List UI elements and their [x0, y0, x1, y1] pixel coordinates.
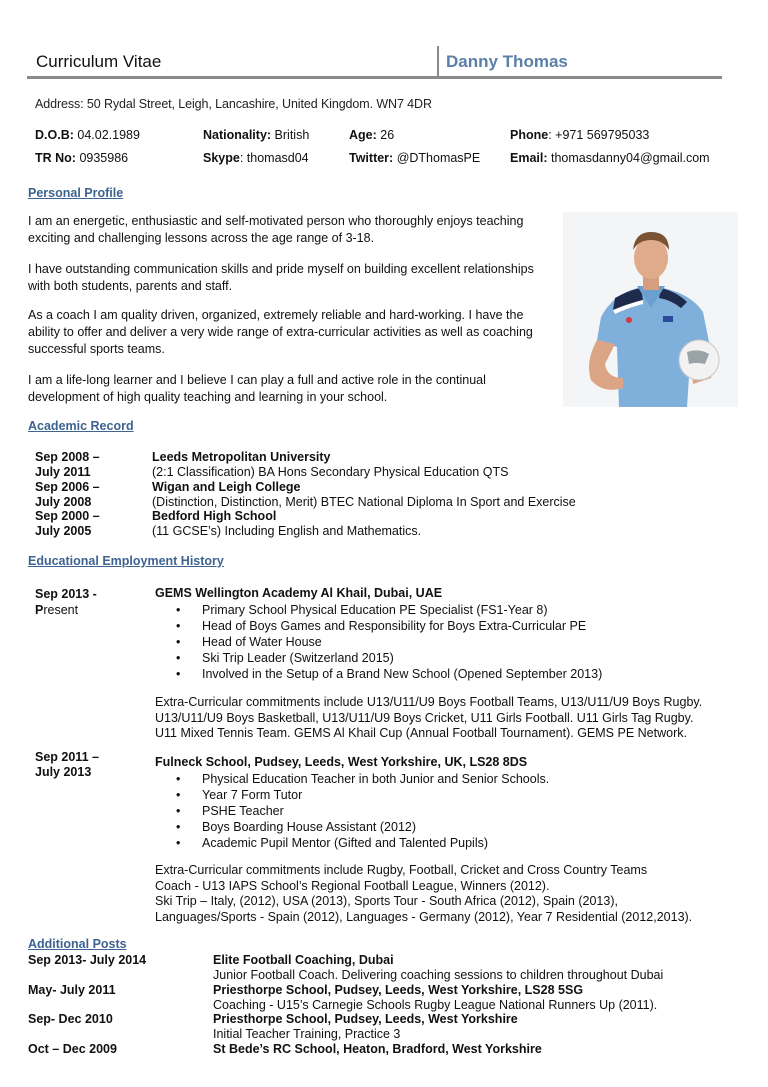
post-date: Sep 2013- July 2014: [28, 953, 147, 967]
employer-name: GEMS Wellington Academy Al Khail, Dubai, UAE: [155, 586, 443, 600]
post-description: Junior Football Coach. Delivering coaching sessions to children throughout Dubai: [213, 968, 664, 982]
email-label: Email:: [510, 151, 548, 165]
post-title: St Bede’s RC School, Heaton, Bradford, West Yorkshire: [213, 1042, 542, 1056]
twitter: [349, 151, 480, 165]
person-photo-icon: [563, 212, 738, 407]
profile-photo: [563, 212, 738, 407]
nationality-value: British: [271, 128, 310, 142]
header-rule: [27, 76, 722, 79]
tr-value: 0935986: [75, 151, 129, 165]
skype-label: Skype: [203, 151, 240, 165]
section-heading-additional: Additional Posts: [28, 937, 127, 951]
dob-label: D.O.B:: [35, 128, 74, 142]
post-title: Priesthorpe School, Pudsey, Leeds, West Yorkshire: [213, 1012, 518, 1026]
post-title: Elite Football Coaching, Dubai: [213, 953, 394, 967]
extra-line: Extra-Curricular commitments include Rugby, Football, Cricket and Cross Country Teams: [155, 863, 648, 877]
academic-institution: Leeds Metropolitan University: [152, 450, 331, 464]
age: [349, 128, 394, 142]
extra-curricular: [155, 863, 745, 925]
phone-label: Phone: [510, 128, 549, 142]
post-description: Initial Teacher Training, Practice 3: [213, 1027, 401, 1041]
post-date: Oct – Dec 2009: [28, 1042, 117, 1056]
academic-end-date: July 2011: [35, 465, 91, 479]
section-heading-academic: Academic Record: [28, 419, 134, 433]
duty-item: • Ski Trip Leader (Switzerland 2015): [176, 650, 602, 666]
academic-start-date: Sep 2008 –: [35, 450, 100, 464]
extra-line: Extra-Curricular commitments include U13/U11/U9 Boys Football Teams, U13/U11/U9 Boys Rugby.: [155, 695, 703, 709]
duty-item: • Year 7 Form Tutor: [176, 787, 549, 803]
employment-end-date: [35, 602, 78, 618]
academic-qualification: (Distinction, Distinction, Merit) BTEC National Diploma In Sport and Exercise: [152, 495, 576, 509]
document-title: Curriculum Vitae: [36, 52, 162, 71]
employment-start-date: Sep 2011 –: [35, 750, 99, 764]
employment-date-range: [35, 750, 99, 780]
post-title: Priesthorpe School, Pudsey, Leeds, West Yorkshire, LS28 5SG: [213, 983, 584, 997]
end-date-rest: resent: [43, 603, 79, 617]
academic-end-date: July 2005: [35, 524, 92, 538]
phone: [510, 128, 649, 142]
twitter-label: Twitter:: [349, 151, 394, 165]
profile-paragraph: As a coach I am quality driven, organized, extremely reliable and hard-working. I have the ability to offer and deliver a very wide range of extra-curricular activities as well as coaching successful sports teams.: [28, 308, 533, 356]
duty-item: • Academic Pupil Mentor (Gifted and Talented Pupils): [176, 835, 549, 851]
post-date: Sep- Dec 2010: [28, 1012, 113, 1026]
academic-institution: Wigan and Leigh College: [152, 480, 301, 494]
dob: [35, 128, 140, 142]
tr-number: [35, 151, 128, 165]
extra-line: U11 Mixed Tennis Team. GEMS Al Khail Cup (Annual Football Tournament). GEMS PE Network.: [155, 726, 687, 740]
extra-line: Languages/Sports - Spain (2012), Languages - Germany (2012), Year 7 Residential (2012,2013).: [155, 909, 693, 924]
duty-item: • Involved in the Setup of a Brand New School (Opened September 2013): [176, 666, 602, 682]
duty-item: • Head of Boys Games and Responsibility for Boys Extra-Curricular PE: [176, 618, 602, 634]
extra-line: Coach - U13 IAPS School’s Regional Football League, Winners (2012).: [155, 878, 550, 893]
duties-list: [176, 602, 602, 682]
duty-item: • Primary School Physical Education PE Specialist (FS1-Year 8): [176, 602, 602, 618]
employment-end-date: July 2013: [35, 765, 92, 779]
end-date-initial: P: [35, 603, 44, 617]
profile-paragraph: I am an energetic, enthusiastic and self-motivated person who thoroughly enjoys teaching exciting and challenging lessons across the age range of 3-18.: [28, 214, 524, 245]
duty-item: • Physical Education Teacher in both Junior and Senior Schools.: [176, 771, 549, 787]
age-label: Age:: [349, 128, 377, 142]
profile-paragraph: I am a life-long learner and I believe I can play a full and active role in the continual development of high quality teaching and learning in your school.: [28, 373, 486, 404]
employer-name: Fulneck School, Pudsey, Leeds, West Yorkshire, UK, LS28 8DS: [155, 755, 528, 769]
duties-list: [176, 771, 549, 851]
email-value: thomasdanny04@gmail.com: [547, 151, 710, 165]
post-date: May- July 2011: [28, 983, 116, 997]
section-heading-employment: Educational Employment History: [28, 554, 224, 568]
tr-label: TR No:: [35, 151, 76, 165]
extra-line: Ski Trip – Italy, (2012), USA (2013), Sports Tour - South Africa (2012), Spain (2013),: [155, 894, 618, 908]
header-divider: [437, 46, 439, 78]
academic-end-date: July 2008: [35, 495, 92, 509]
age-value: 26: [376, 128, 395, 142]
nationality: [203, 128, 309, 142]
post-description: Coaching - U15’s Carnegie Schools Rugby League National Runners Up (2011).: [213, 998, 658, 1012]
section-heading-profile: Personal Profile: [28, 186, 124, 200]
skype: [203, 151, 309, 165]
profile-paragraph: I have outstanding communication skills and pride myself on building excellent relationships with both students, parents and staff.: [28, 262, 534, 293]
academic-start-date: Sep 2006 –: [35, 480, 100, 494]
academic-start-date: Sep 2000 –: [35, 509, 100, 523]
nationality-label: Nationality:: [203, 128, 272, 142]
twitter-value: @DThomasPE: [393, 151, 481, 165]
employment-start-date: Sep 2013 -: [35, 587, 97, 601]
academic-qualification: (11 GCSE’s) Including English and Mathematics.: [152, 524, 422, 538]
candidate-name: Danny Thomas: [446, 52, 568, 71]
dob-value: 04.02.1989: [73, 128, 140, 142]
duty-item: • PSHE Teacher: [176, 803, 549, 819]
email: [510, 151, 710, 165]
duty-item: • Head of Water House: [176, 634, 602, 650]
extra-curricular: [155, 695, 745, 742]
extra-line: U13/U11/U9 Boys Basketball, U13/U11/U9 Boys Cricket, U11 Girls Football. U11 Girls Tag Rugby.: [155, 710, 694, 725]
academic-qualification: (2:1 Classification) BA Hons Secondary Physical Education QTS: [152, 465, 509, 479]
skype-value: : thomasd04: [239, 151, 309, 165]
academic-institution: Bedford High School: [152, 509, 277, 523]
address: Address: 50 Rydal Street, Leigh, Lancashire, United Kingdom. WN7 4DR: [35, 97, 432, 111]
duty-item: • Boys Boarding House Assistant (2012): [176, 819, 549, 835]
phone-value: : +971 569795033: [548, 128, 650, 142]
